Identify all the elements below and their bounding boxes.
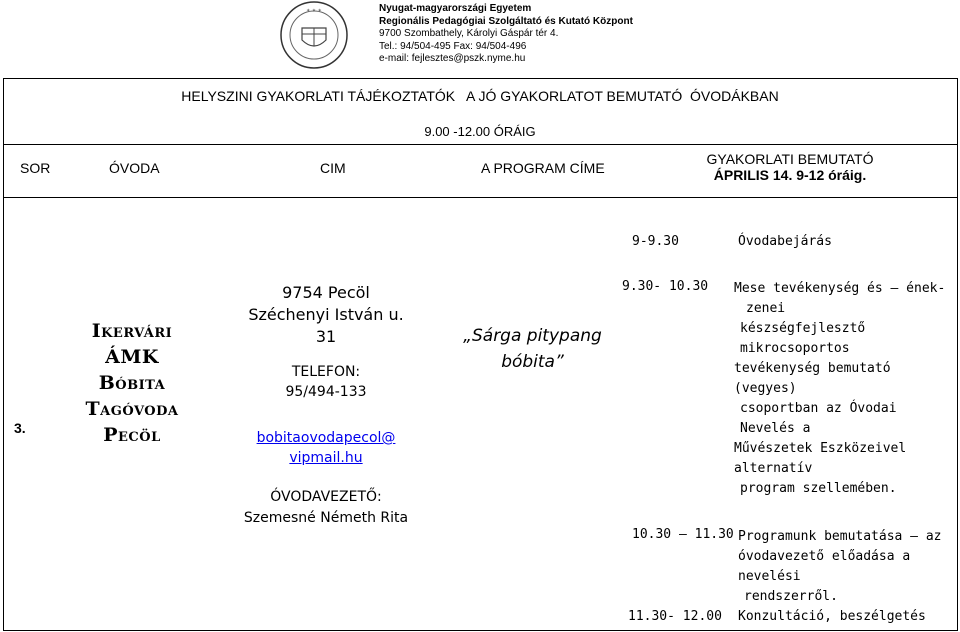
schedule-desc-line: alternatív [734, 461, 813, 476]
org-center: Regionális Pedagógiai Szolgáltató és Kutató Központ [379, 15, 633, 27]
col-header-sor: SOR [20, 160, 51, 176]
page-subtitle: 9.00 -12.00 ÓRÁIG [424, 124, 536, 139]
vezeto-label: ÓVODAVEZETŐ: [270, 489, 382, 505]
ovoda-line: Tagóvoda [85, 398, 179, 420]
col-header-cim: CIM [320, 160, 346, 176]
ovoda-line: Bóbita [98, 372, 166, 394]
schedule-desc-line: óvodavezető előadása a [738, 549, 911, 564]
email-link-line2[interactable]: vipmail.hu [289, 450, 363, 466]
schedule-desc-line: Programunk bemutatása – az [738, 529, 942, 544]
schedule-desc-line: készségfejlesztő [740, 321, 866, 336]
org-phone: Tel.: 94/504-495 Fax: 94/504-496 [379, 40, 527, 52]
schedule-desc-line: nevelési [738, 569, 801, 584]
schedule-desc [738, 527, 942, 607]
schedule-time: 9-9.30 [632, 234, 679, 249]
ovoda-line: Ikervári [91, 320, 173, 342]
schedule-time: 10.30 – 11.30 [632, 527, 734, 542]
schedule-desc-line: Óvodabejárás [738, 234, 832, 249]
table-border-left [3, 78, 4, 631]
page-title: HELYSZINI GYAKORLATI TÁJÉKOZTATÓK A JÓ GYAKORLATOT BEMUTATÓ ÓVODÁKBAN [181, 88, 779, 104]
table-border-bottom [3, 630, 958, 631]
telefon-value: 95/494-133 [285, 384, 367, 400]
schedule-desc-line: Művészetek Eszközeivel [734, 441, 907, 456]
schedule-time: 11.30- 12.00 [628, 609, 722, 624]
schedule-desc-line: Mese tevékenység és – ének- [734, 281, 946, 296]
col-header-program: A PROGRAM CÍME [481, 160, 605, 176]
col-header-gyak-line1: GYAKORLATI BEMUTATÓ [706, 151, 874, 167]
schedule-desc-line: mikrocsoportos [740, 341, 850, 356]
table-border-right [957, 78, 958, 631]
row-sor: 3. [14, 420, 26, 436]
program-line1: „Sárga pitypang [463, 326, 602, 346]
telefon-label: TELEFON: [291, 364, 361, 380]
schedule-desc [734, 279, 945, 499]
schedule-desc-line: tevékenység bemutató [734, 361, 891, 376]
email-link-line1[interactable]: bobitaovodapecol@ [256, 430, 396, 446]
schedule-desc-line: rendszerről. [744, 589, 838, 604]
org-email: e-mail: fejlesztes@pszk.nyme.hu [379, 53, 526, 65]
col-header-ovoda: ÓVODA [109, 160, 160, 176]
table-divider-header [3, 197, 958, 198]
table-divider-title [3, 144, 958, 145]
addr-line1: 9754 Pecöl [282, 283, 370, 302]
org-header [379, 3, 633, 66]
ovoda-line: Pecöl [103, 424, 161, 446]
addr-line2: Széchenyi István u. 31 [248, 305, 404, 346]
vezeto-name: Szemesné Németh Rita [243, 510, 409, 526]
org-name: Nyugat-magyarországi Egyetem [379, 3, 532, 14]
program-line2: bóbita” [501, 352, 564, 372]
schedule-desc-line: zenei [746, 301, 786, 316]
col-header-gyakorlati [690, 151, 890, 183]
schedule-time: 9.30- 10.30 [622, 279, 709, 294]
ovoda-line: ÁMK [105, 346, 159, 368]
org-address: 9700 Szombathely, Károlyi Gáspár tér 4. [379, 28, 559, 40]
schedule-desc-line: Konzultáció, beszélgetés [738, 609, 926, 624]
row-program-title [445, 323, 620, 375]
university-seal-icon [274, 0, 354, 70]
col-header-gyak-line2: ÁPRILIS 14. 9-12 óráig. [713, 167, 867, 183]
schedule-desc-line: csoportban az Óvodai [740, 401, 897, 416]
schedule-desc-line: program szellemében. [740, 481, 897, 496]
table-border-top [3, 78, 958, 79]
row-ovoda-name [52, 318, 212, 448]
schedule-desc-line: Nevelés a [740, 421, 811, 436]
schedule-desc-line: (vegyes) [734, 381, 797, 396]
svg-text:✶ ✶ ✶: ✶ ✶ ✶ [306, 8, 322, 14]
row-address [236, 282, 416, 528]
